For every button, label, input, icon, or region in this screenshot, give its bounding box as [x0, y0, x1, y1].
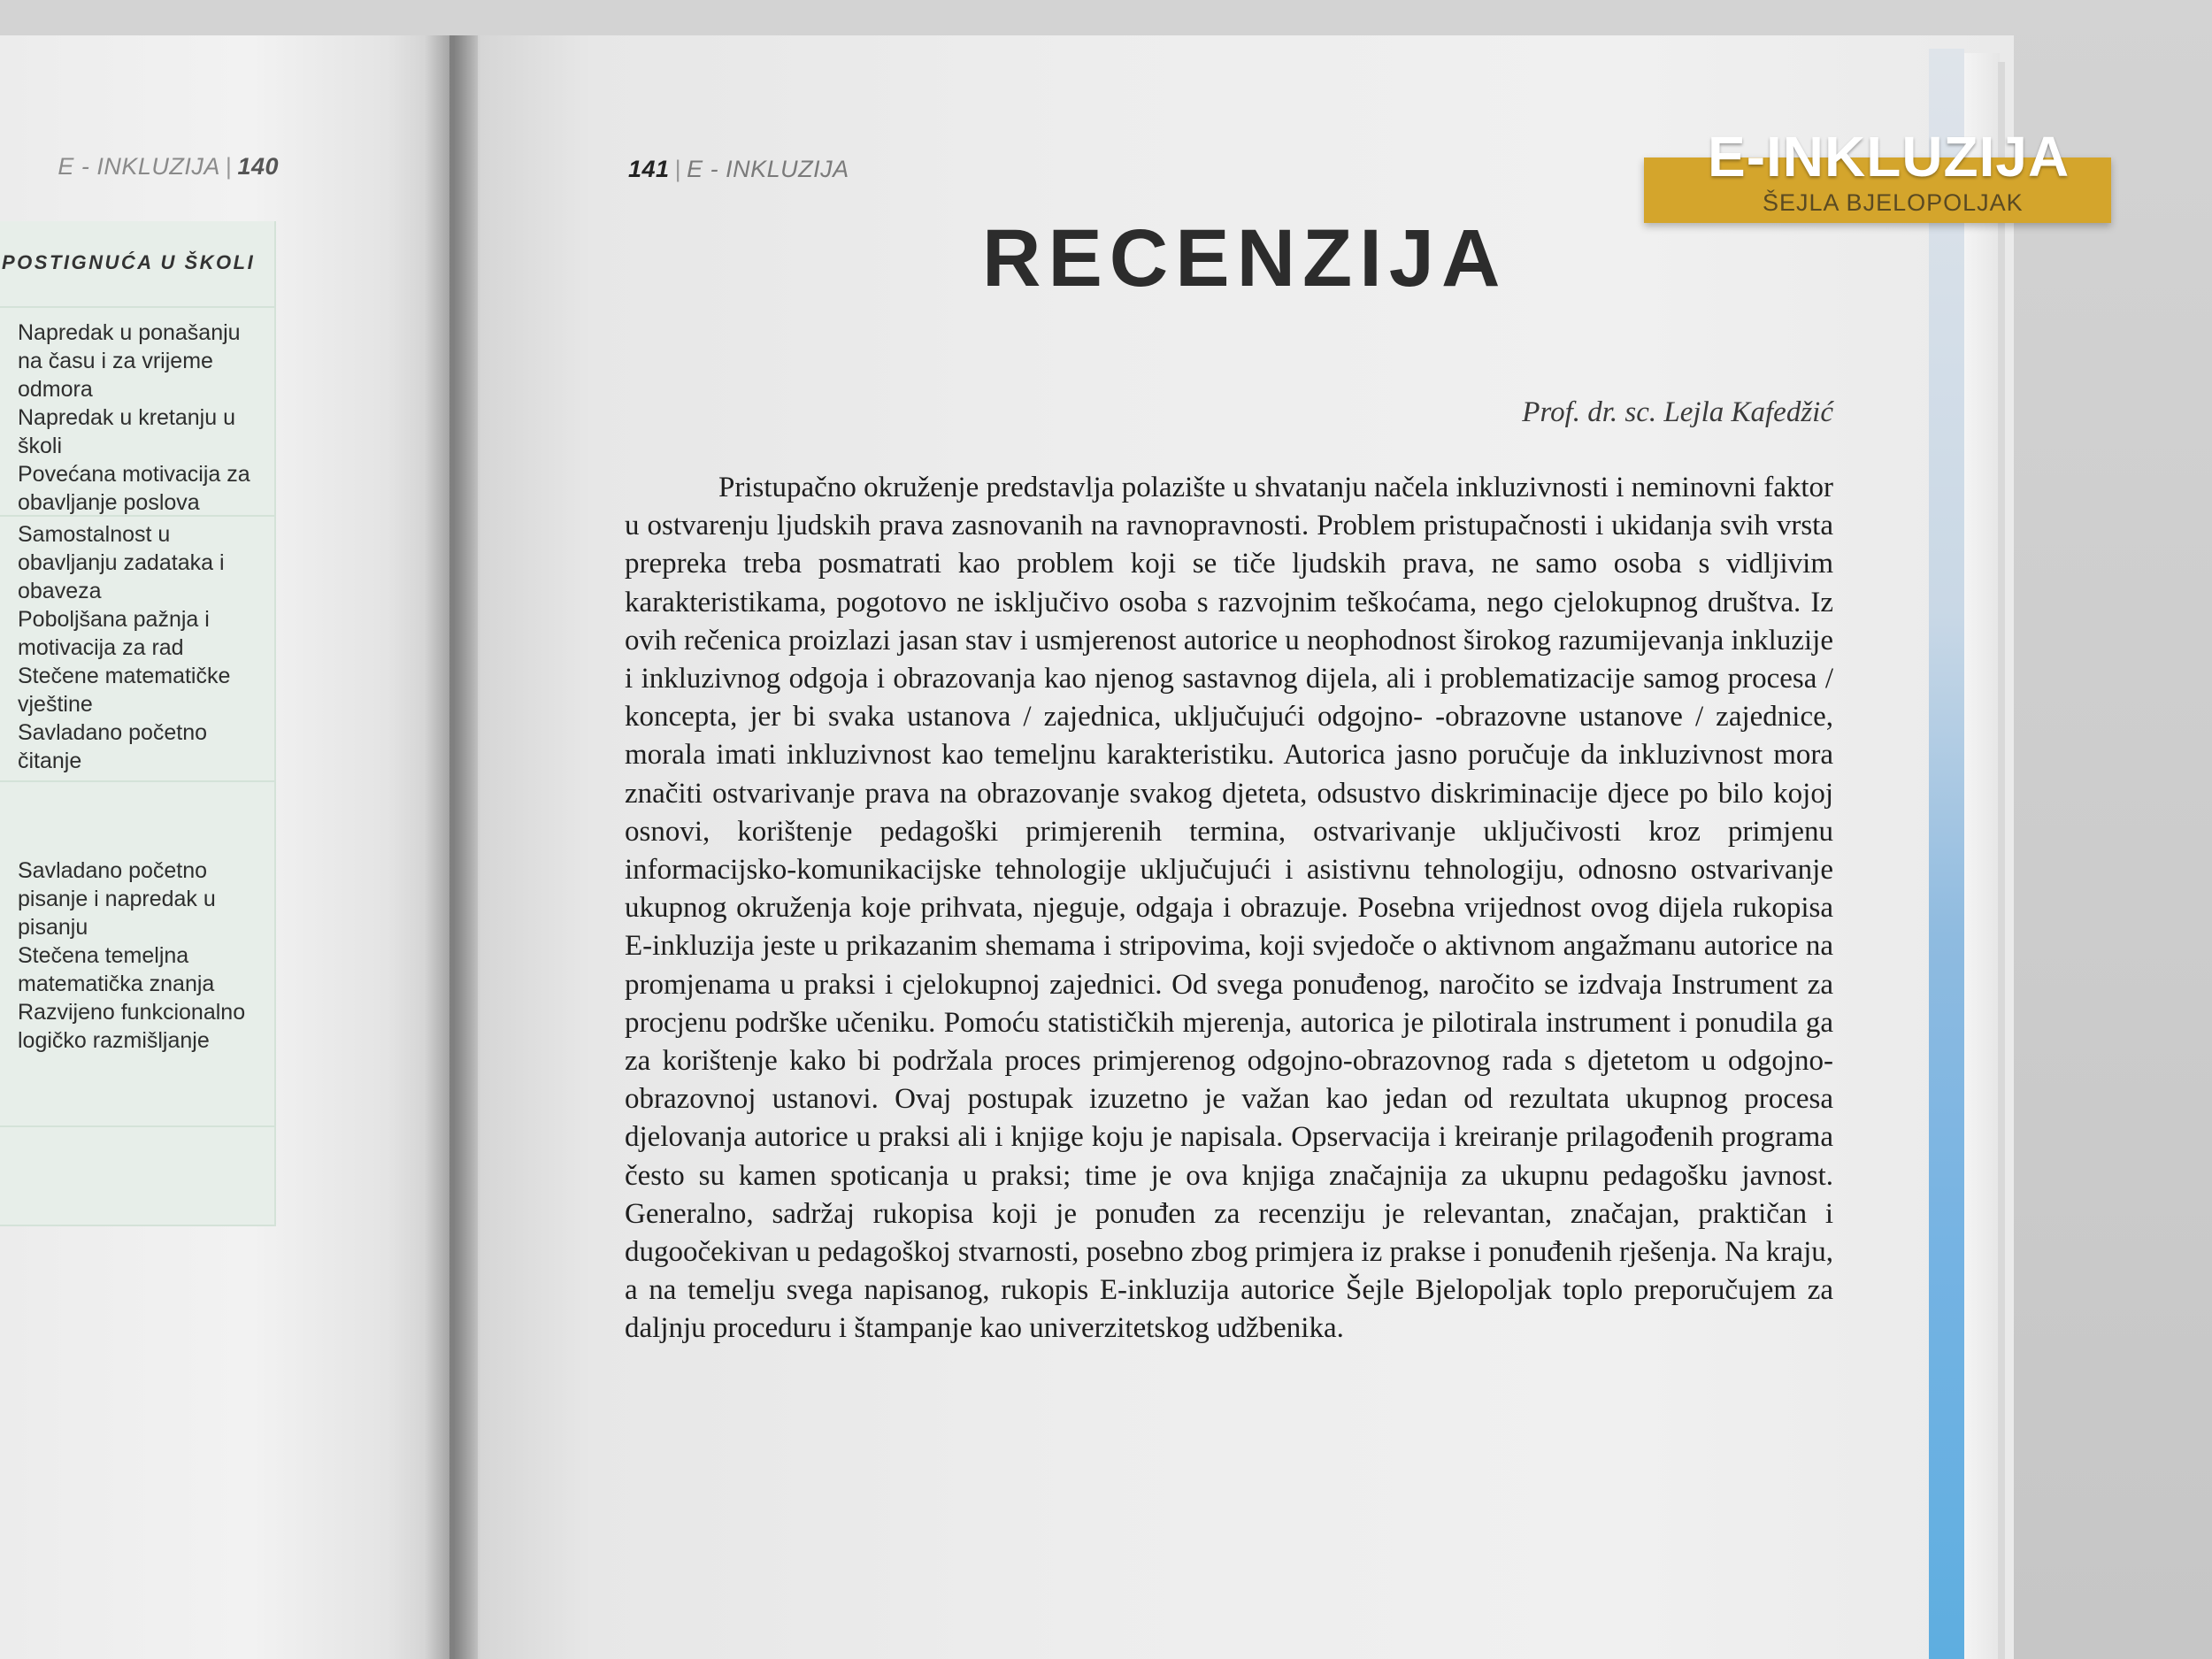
table-cell [0, 515, 274, 782]
left-page-header [58, 153, 279, 180]
right-page-header [628, 156, 849, 183]
page-edge [1964, 53, 2000, 1659]
badge-author: ŠEJLA BJELOPOLJAK [1763, 189, 2024, 216]
review-body-text: Pristupačno okruženje predstavlja polazište u shvatanju načela inkluzivnosti i neminovni faktor u ostvarenju ljudskih prava zasnovanih na ravnopravnosti. Problem pristupačnosti i ukidanja svih vrsta prepreka treba posmatrati kao problem koji se tiče ljudskih prava, ne samo osoba s vidljivim karakteristikama, pogotovo ne isključivo osoba s razvojnim teškoćama, nego cjelokupnog društva. Iz ovih rečenica proizlazi jasan stav i usmjerenost autorice u neophodnost širokog razumijevanja inkluzije i inkluzivnog odgoja i obrazovanja kao njenog sastavnog dijela, ali i problematizacije samog procesa / koncepta, jer bi svaka ustanova / zajednica, uključujući odgojno- -obrazovne ustanove / zajednice, morala imati inkluzivnost kao temeljnu karakteristiku. Autorica jasno poručuje da inkluzivnost mora značiti ostvarivanje prava na obrazovanje svakog djeteta, odsustvo diskriminacije djece po bilo kojoj osnovi, korištenje pedagoški primjerenih termina, ostvarivanje uključivosti kroz primjenu informacijsko-komunikacijske tehnologije uključujući i asistivnu tehnologiju, odnosno ostvarivanje ukupnog okruženja koje prihvata, njeguje, odgaja i obrazuje. Posebna vrijednost ovog dijela rukopisa E-inkluzija jeste u prikazanim shemama i stripovima, koji svjedoče o aktivnom angažmanu autorice na promjenama u praksi i cjelokupnoj zajednici. Od svega ponuđenog, naročito se izdvaja Instrument za procjenu podrške učeniku. Pomoću statističkih mjerenja, autorica je pilotirala instrument i ponudila ga za korištenje kako bi podržala proces primjerenog odgojno-obrazovnog rada s djetetom u odgojno-obrazovnoj ustanovi. Ovaj postupak izuzetno je važan kao jedan od rezultata ukupnog procesa djelovanja autorice u praksi ali i knjige koju je napisala. Opservacija i kreiranje prilagođenih programa često su kamen spoticanja u praksi; time je ova knjiga značajnija za ukupnu pedagošku javnost. Generalno, sadržaj rukopisa koji je ponuđen za recenziju je relevantan, značajan, praktičan i dugoočekivan u pedagoškoj stvarnosti, posebno zbog primjera iz prakse i ponuđenih rješenja. Na kraju, a na temelju svega napisanog, rukopis E-inkluzija autorice Šejle Bjelopoljak toplo preporučujem za daljnju proceduru i štampanje kao univerzitetskog udžbenika. [625, 472, 1833, 1345]
review-author: Prof. dr. sc. Lejla Kafedžić [1522, 396, 1833, 428]
right-header-separator: | [674, 156, 682, 182]
table-cell [0, 1125, 274, 1226]
left-page-number: 140 [237, 153, 279, 180]
left-page [0, 35, 456, 1659]
right-page-number: 141 [628, 156, 670, 182]
table-cell [0, 780, 274, 1127]
page-edge-line [1998, 62, 2005, 1659]
book-gutter-shadow [425, 35, 478, 1659]
left-header-separator: | [225, 153, 233, 180]
table-cell-text: Napredak u ponašanju na času i za vrijeme odmora Napredak u kretanju u školi Povećana motivacija za obavljanje poslova [18, 320, 250, 515]
page-title: RECENZIJA [982, 213, 1508, 303]
badge-title: E-INKLUZIJA [1708, 125, 2070, 188]
table-header-label: POSTIGNUĆA U ŠKOLI [2, 251, 256, 273]
left-header-section: E - INKLUZIJA [58, 153, 220, 180]
right-header-section: E - INKLUZIJA [687, 156, 849, 182]
page-edge-photo-strip [1929, 49, 1964, 1659]
table-cell-text: Samostalnost u obavljanju zadataka i obaveza Poboljšana pažnja i motivacija za rad Stečene matematičke vještine Savladano početno čitanje [18, 522, 231, 773]
achievements-table [0, 221, 276, 1226]
table-cell [0, 306, 274, 517]
table-cell-text: Savladano početno pisanje i napredak u pisanju Stečena temeljna matematička znanja Razvijeno funkcionalno logičko razmišljanje [18, 858, 246, 1053]
table-header [0, 221, 274, 308]
